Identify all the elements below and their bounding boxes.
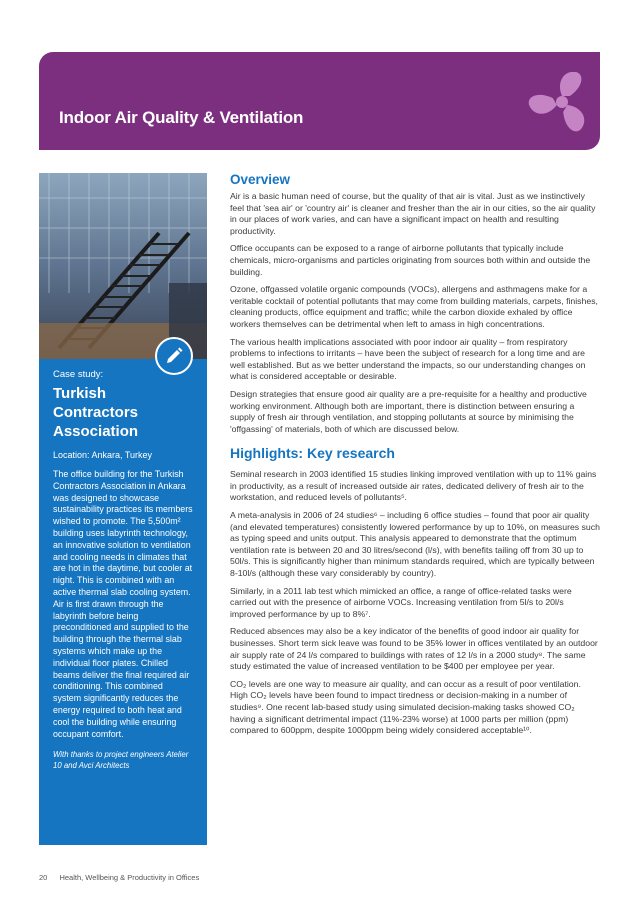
case-study-sidebar xyxy=(39,173,207,845)
page-number: 20 xyxy=(39,873,48,882)
overview-paragraph: The various health implications associated with poor indoor air quality – from respiratory problems to infections to irritants – have been the subject of research for a long time and are well established. But as we better understand the impacts, so our understanding changes on what is considered acceptable or desirable. xyxy=(230,336,586,382)
footer-title: Health, Wellbeing & Productivity in Offices xyxy=(59,873,200,882)
case-study-body: The office building for the Turkish Contractors Association in Ankara was designed to showcase sustainability practices its members wished to promote. The 5,500m² building uses labyrinth technology, an innovative solution to ventilation and cooling needs in climates that are hot in the daytime, but cooler at night. This is combined with an active thermal slab cooling system. Air is first drawn through the labyrinth before being preconditioned and supplied to the building through the thermal slab systems which make up the individual floor plates. Chilled beams deliver the final required air conditioning. This combined system significantly reduces the energy required to both heat and cool the building while ensuring occupant comfort. xyxy=(53,469,193,739)
case-study-location: Location: Ankara, Turkey xyxy=(53,450,153,460)
case-study-box xyxy=(39,359,207,845)
overview-paragraph: Design strategies that ensure good air quality are a pre-requisite for a healthy and productive working environment. Although both are important, there is distinction between ensuring a supply of fresh air through ventilation, and stopping pollutants at source by minimising the 'offgassing' of materials, both of which are discussed below. xyxy=(230,388,587,434)
highlights-paragraph: Reduced absences may also be a key indicator of the benefits of good indoor air quality for businesses. Short term sick leave was found to be 35% lower in offices ventilated by an outdoor air supply rate of 24 l/s compared to buildings with rates of 12 l/s in a 2000 study⁸. The same study estimated the value of increased ventilation to be $400 per employee per year. xyxy=(230,626,598,672)
overview-heading: Overview xyxy=(230,172,291,187)
page-footer xyxy=(39,873,199,882)
highlights-heading: Highlights: Key research xyxy=(230,445,395,462)
section-title: Indoor Air Quality & Ventilation xyxy=(59,108,304,127)
case-study-thanks: With thanks to project engineers Atelier 10 and Avci Architects xyxy=(53,750,189,771)
highlights-paragraph: A meta-analysis in 2006 of 24 studies⁶ – including 6 office studies – found that poor air quality (and elevated temperatures) consistently lowered performance by up to 10%, on measures such as typing speed and units output. This analysis appeared to demonstrate that the optimum ventilation rate is between 20 and 30 litres/second (l/s), with benefits tailing off from 30 up to 50l/s. This is significantly higher than minimum standards required, which are typically between 8-10l/s (although these vary considerably by country). xyxy=(230,510,600,579)
section-banner xyxy=(39,52,600,150)
highlights-paragraph: Similarly, in a 2011 lab test which mimicked an office, a range of office-related tasks were carried out with the presence of airborne VOCs. Increasing ventilation from 5l/s to 20l/s improved performance by up to 8%⁷. xyxy=(230,585,572,619)
main-column xyxy=(230,170,600,737)
overview-paragraph: Air is a basic human need of course, but the quality of that air is vital. Just as we instinctively feel that 'sea air' or 'country air' is cleaner and fresher than the air in our cities, so the air quality in our places of work varies, and can have a significant impact on health and resulting productivity. xyxy=(230,191,596,236)
highlights-paragraph: CO₂ levels are one way to measure air quality, and can occur as a result of poor ventilation. High CO₂ levels have been found to impact tiredness or decision-making in a number of studies⁹. One recent lab-based study using simulated decision-making tasks showed CO₂ having a significant detrimental impact (11%-23% worse) at 1000 parts per million (ppm) compared to 600ppm, despite 1000ppm being widely considered acceptable¹⁰. xyxy=(230,678,581,736)
pencil-icon xyxy=(155,337,193,375)
building-interior-photo xyxy=(39,173,207,359)
fan-icon xyxy=(522,72,600,136)
case-study-title: Turkish Contractors Association xyxy=(53,385,139,440)
case-study-label: Case study: xyxy=(53,369,104,380)
highlights-paragraph: Seminal research in 2003 identified 15 studies linking improved ventilation with up to 11% gains in productivity, as a result of increased outside air rates, dedicated delivery of fresh air to the workstation, and reduced levels of pollutants⁵. xyxy=(230,469,597,503)
overview-paragraph: Ozone, offgassed volatile organic compounds (VOCs), allergens and asthmagens make for a veritable cocktail of potential pollutants that may come from building materials, carpets, finishes, cleaning products, office equipment and traffic; while the carbon dioxide exhaled by office workers themselves can be detrimental when left to amass in high concentrations. xyxy=(230,284,598,329)
overview-paragraph: Office occupants can be exposed to a range of airborne pollutants that typically include chemicals, micro-organisms and particles originating from sources both within and outside the building. xyxy=(230,243,591,277)
